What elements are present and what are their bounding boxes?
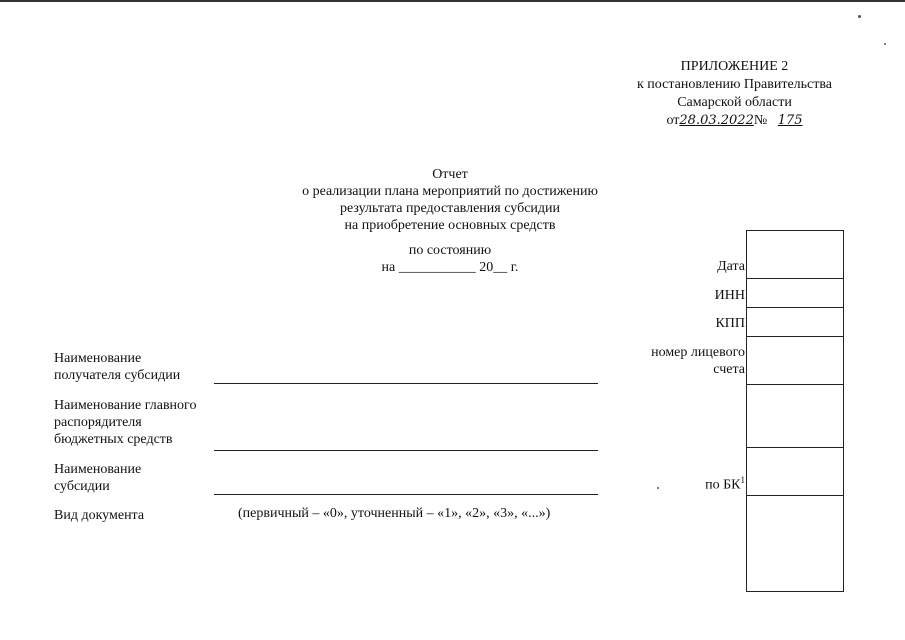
recipient-label-line-2: получателя субсидии bbox=[54, 368, 181, 383]
doc-type-label: Вид документа bbox=[54, 508, 145, 523]
codes-cell-empty[interactable] bbox=[747, 385, 843, 448]
number-label: № bbox=[753, 113, 768, 128]
state-on: на bbox=[381, 260, 396, 275]
manager-label-line-1: Наименование главного bbox=[54, 398, 197, 413]
bk-code-label bbox=[705, 472, 745, 494]
report-state-block bbox=[330, 242, 570, 276]
scan-speck bbox=[884, 43, 886, 45]
account-label-line-1: номер лицевого bbox=[651, 345, 745, 360]
kpp-code-label: КПП bbox=[715, 316, 745, 331]
recipient-fill-line[interactable] bbox=[214, 383, 598, 384]
appendix-header bbox=[612, 58, 857, 130]
date-prefix: от bbox=[666, 113, 680, 128]
appendix-line-2: Самарской области bbox=[677, 95, 792, 110]
manager-label-line-3: бюджетных средств bbox=[54, 432, 173, 447]
page-top-edge bbox=[0, 0, 905, 2]
manager-label-line-2: распорядителя bbox=[54, 415, 142, 430]
codes-cell-inn[interactable] bbox=[747, 279, 843, 308]
account-label-line-2: счета bbox=[713, 362, 745, 377]
codes-cell-doc-type[interactable] bbox=[747, 496, 843, 592]
report-subtitle-2: результата предоставления субсидии bbox=[339, 201, 561, 216]
handwritten-number: 175 bbox=[777, 113, 803, 128]
scan-speck bbox=[858, 15, 861, 18]
state-suffix: г. bbox=[510, 260, 519, 275]
codes-cell-bk[interactable] bbox=[747, 448, 843, 496]
report-title: Отчет bbox=[432, 167, 468, 182]
state-label: по состоянию bbox=[408, 243, 492, 258]
subsidy-label-line-1: Наименование bbox=[54, 462, 142, 477]
recipient-label bbox=[54, 350, 180, 384]
recipient-label-line-1: Наименование bbox=[54, 351, 142, 366]
subsidy-fill-line[interactable] bbox=[214, 494, 598, 495]
state-year: 20__ bbox=[479, 260, 508, 275]
report-subtitle-3: на приобретение основных средств bbox=[344, 218, 556, 233]
state-date-blank: ___________ bbox=[398, 260, 476, 275]
report-title-block bbox=[250, 166, 650, 234]
handwritten-date: 28.03.2022 bbox=[679, 113, 754, 128]
scan-speck bbox=[657, 487, 659, 489]
inn-code-label: ИНН bbox=[714, 288, 745, 303]
codes-table bbox=[746, 230, 844, 592]
appendix-title: ПРИЛОЖЕНИЕ 2 bbox=[680, 59, 789, 74]
manager-fill-line[interactable] bbox=[214, 450, 598, 451]
codes-cell-account[interactable] bbox=[747, 337, 843, 385]
date-code-label: Дата bbox=[717, 259, 745, 274]
doc-type-hint: (первичный – «0», уточненный – «1», «2», «3», «...») bbox=[238, 506, 551, 521]
state-date-line bbox=[330, 259, 570, 276]
subsidy-label bbox=[54, 461, 141, 495]
bk-label-text: по БК bbox=[705, 477, 741, 493]
appendix-date-line bbox=[612, 112, 857, 130]
bk-footnote-mark: 1 bbox=[740, 475, 745, 485]
account-code-label bbox=[651, 344, 745, 378]
codes-cell-kpp[interactable] bbox=[747, 308, 843, 337]
subsidy-label-line-2: субсидии bbox=[54, 479, 110, 494]
codes-cell-date[interactable] bbox=[747, 231, 843, 279]
appendix-line-1: к постановлению Правительства bbox=[636, 77, 833, 92]
report-subtitle-1: о реализации плана мероприятий по достижению bbox=[302, 184, 598, 199]
manager-label bbox=[54, 397, 196, 448]
